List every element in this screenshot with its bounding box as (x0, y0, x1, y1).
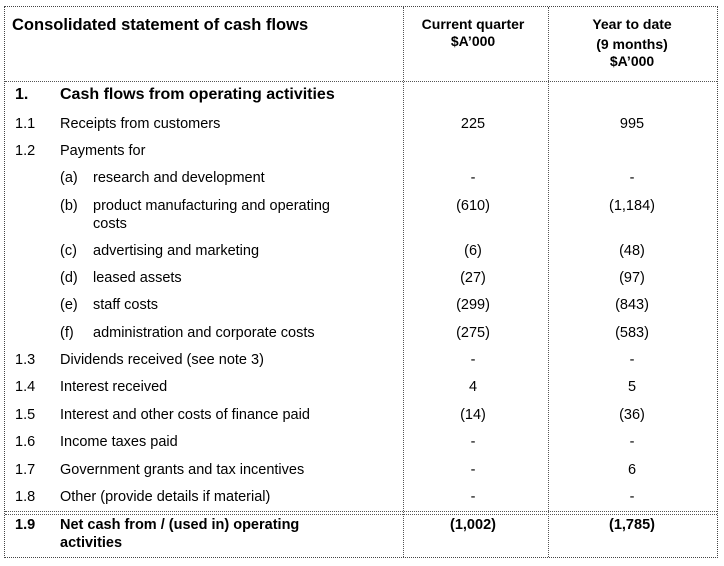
column-header-line: Current quarter (421, 16, 525, 32)
column-header-line: Year to date (592, 16, 672, 32)
row-label: administration and corporate costs (93, 325, 315, 341)
total-label-line: activities (60, 535, 123, 551)
row-current-quarter-value: - (470, 352, 476, 368)
row-number: 1.7 (15, 462, 36, 478)
section-number: 1. (15, 86, 29, 103)
column-header-line: $A’000 (450, 33, 496, 49)
total-divider (5, 511, 717, 512)
row-label: Government grants and tax incentives (60, 462, 305, 478)
row-label: staff costs (93, 297, 159, 313)
row-label: Income taxes paid (60, 434, 178, 450)
row-label: leased assets (93, 270, 182, 286)
row-current-quarter-value: (275) (456, 325, 490, 341)
row-current-quarter-value: (27) (460, 270, 486, 286)
row-current-quarter-value: - (470, 462, 476, 478)
row-year-to-date-value: (843) (615, 297, 649, 313)
row-sub-letter: (e) (60, 297, 78, 313)
row-label: Other (provide details if material) (60, 489, 271, 505)
row-year-to-date-value: - (629, 352, 635, 368)
row-sub-letter: (d) (60, 270, 78, 286)
row-number: 1.8 (15, 489, 36, 505)
row-number: 1.2 (15, 143, 36, 159)
section-title: Cash flows from operating activities (60, 86, 335, 103)
row-year-to-date-value: (36) (619, 407, 645, 423)
row-number: 1.1 (15, 116, 36, 132)
row-sub-letter: (a) (60, 170, 78, 186)
row-current-quarter-value: - (470, 170, 476, 186)
row-year-to-date-value: (48) (619, 243, 645, 259)
row-sub-letter: (f) (60, 325, 74, 341)
row-number: 1.4 (15, 379, 36, 395)
row-year-to-date-value: (583) (615, 325, 649, 341)
column-header-line: (9 months) (596, 36, 668, 52)
row-sub-letter: (c) (60, 243, 77, 259)
total-label (60, 516, 299, 552)
row-number: 1.5 (15, 407, 36, 423)
row-current-quarter-value: (14) (460, 407, 486, 423)
row-year-to-date-value: 6 (627, 462, 637, 478)
row-label: product manufacturing and operating (93, 198, 330, 214)
header-divider (5, 81, 717, 82)
row-year-to-date-value: - (629, 170, 635, 186)
row-year-to-date-value: 995 (619, 116, 645, 132)
row-label: Payments for (60, 143, 146, 159)
column-header-year-to-date (548, 16, 716, 70)
row-label: Receipts from customers (60, 116, 221, 132)
row-current-quarter-value: - (470, 489, 476, 505)
total-number: 1.9 (15, 517, 36, 533)
column-header-current-quarter (403, 16, 543, 50)
row-current-quarter-value: 4 (468, 379, 478, 395)
row-number: 1.3 (15, 352, 36, 368)
row-number: 1.6 (15, 434, 36, 450)
row-label: advertising and marketing (93, 243, 260, 259)
row-label: Interest received (60, 379, 168, 395)
column-header-line: $A’000 (609, 53, 655, 69)
row-label: Interest and other costs of finance paid (60, 407, 310, 423)
row-label: research and development (93, 170, 265, 186)
row-current-quarter-value: (6) (464, 243, 482, 259)
row-label: Dividends received (see note 3) (60, 352, 264, 368)
total-label-line: Net cash from / (used in) operating (60, 517, 300, 533)
row-sub-letter: (b) (60, 198, 78, 214)
row-label-continued: costs (93, 216, 127, 232)
total-current-quarter: (1,002) (450, 517, 496, 533)
row-year-to-date-value: (1,184) (609, 198, 655, 214)
row-current-quarter-value: (299) (456, 297, 490, 313)
page-title: Consolidated statement of cash flows (12, 16, 309, 34)
row-current-quarter-value: (610) (456, 198, 490, 214)
row-year-to-date-value: - (629, 489, 635, 505)
row-current-quarter-value: 225 (460, 116, 486, 132)
row-year-to-date-value: - (629, 434, 635, 450)
total-year-to-date: (1,785) (609, 517, 655, 533)
row-year-to-date-value: (97) (619, 270, 645, 286)
total-divider-double (5, 514, 717, 515)
row-current-quarter-value: - (470, 434, 476, 450)
row-year-to-date-value: 5 (627, 379, 637, 395)
